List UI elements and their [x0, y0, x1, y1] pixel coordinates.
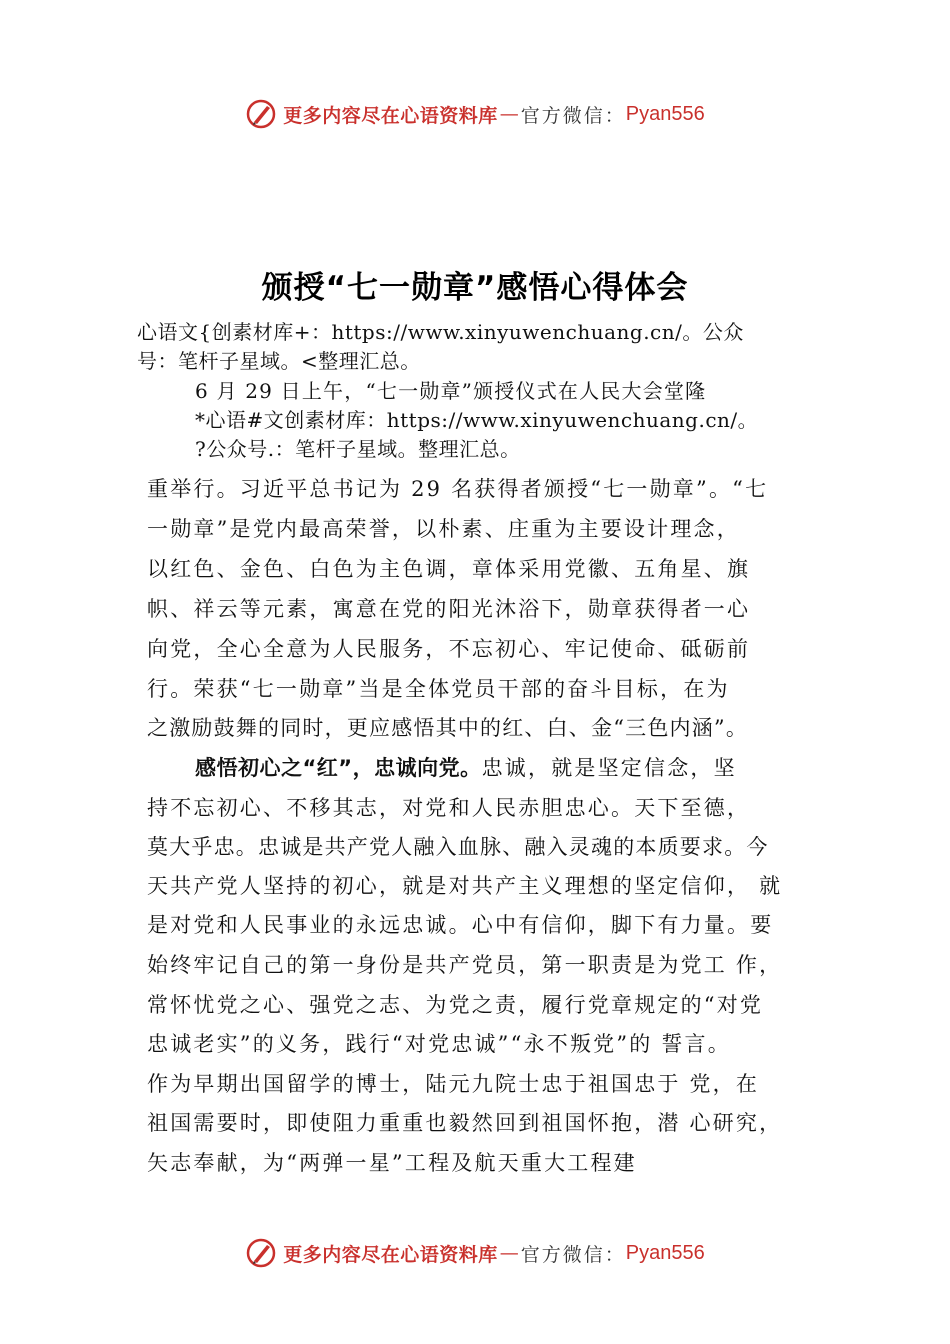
- quill-logo-icon: [245, 98, 277, 130]
- paragraph1-line-2: 一勋章”是党内最高荣誉，以朴素、庄重为主要设计理念，: [147, 517, 740, 541]
- paragraph2-line-2: 持不忘初心、不移其志，对党和人民赤胆忠心。天下至德，: [147, 796, 751, 820]
- meta-line-4: *心语#文创素材库：https://www.xinyuwenchuang.cn/。: [195, 408, 759, 432]
- paragraph2-line-6: 始终牢记自己的第一身份是共产党员，第一职责是为党工 作，: [147, 953, 783, 977]
- paragraph1-line-1: 重举行。习近平总书记为 29 名获得者颁授“七一勋章”。“七: [147, 477, 769, 501]
- paragraph2-line-7: 常怀忧党之心、强党之志、为党之责，履行党章规定的“对党: [147, 993, 764, 1017]
- paragraph1-line-4: 帜、祥云等元素，寓意在党的阳光沐浴下，勋章获得者一心: [147, 597, 751, 621]
- banner-dash: —: [499, 1242, 519, 1264]
- paragraph2-line-9: 作为早期出国留学的博士，陆元九院士忠于祖国忠于 党，在: [147, 1072, 760, 1096]
- paragraph1-line-5: 向党，全心全意为人民服务，不忘初心、牢记使命、砥砺前: [147, 637, 751, 661]
- banner-wechat-id: Pyan556: [625, 102, 705, 125]
- meta-line-3: 6 月 29 日上午，“七一勋章”颁授仪式在人民大会堂隆: [195, 379, 707, 403]
- header-banner: [0, 94, 950, 134]
- meta-line-1: 心语文{创素材库+：https://www.xinyuwenchuang.cn/。公众: [137, 320, 744, 344]
- footer-banner: [0, 1233, 950, 1273]
- paragraph2-line-11: 矢志奉献，为“两弹一星”工程及航天重大工程建: [147, 1151, 637, 1175]
- paragraph1-line-6: 行。荣获“七一勋章”当是全体党员干部的奋斗目标，在为: [147, 677, 730, 701]
- quill-logo-icon: [245, 1237, 277, 1269]
- paragraph2-line-5: 是对党和人民事业的永远忠诚。心中有信仰，脚下有力量。要: [147, 913, 774, 937]
- paragraph2-line-3: 莫大乎忠。忠诚是共产党人融入血脉、融入灵魂的本质要求。今: [147, 835, 769, 859]
- meta-line-5: ?公众号.：笔杆子星域。整理汇总。: [195, 437, 521, 461]
- banner-wechat-id: Pyan556: [625, 1241, 705, 1264]
- banner-text: 更多内容尽在心语资料库: [283, 104, 498, 127]
- banner-wechat-label: 官方微信：: [520, 1243, 626, 1266]
- paragraph2-line-8: 忠诚老实”的义务，践行“对党忠诚”“永不叛党”的 誓言。: [147, 1032, 731, 1056]
- paragraph1-line-7: 之激励鼓舞的同时，更应感悟其中的红、白、金“三色内涵”。: [147, 716, 749, 740]
- banner-wechat-label: 官方微信：: [520, 104, 626, 127]
- paragraph1-line-3: 以红色、金色、白色为主色调，章体采用党徽、五角星、旗: [147, 557, 751, 581]
- document-title: 颁授“七一勋章”感悟心得体会: [261, 270, 689, 306]
- paragraph2-first-rest: 忠诚，就是坚定信念，坚: [481, 756, 737, 780]
- banner-dash: —: [499, 103, 519, 125]
- paragraph2-line-4: 天共产党人坚持的初心，就是对共产主义理想的坚定信仰， 就: [147, 874, 783, 898]
- paragraph2-line-1: [195, 752, 737, 782]
- paragraph2-line-10: 祖国需要时，即使阻力重重也毅然回到祖国怀抱，潜 心研究，: [147, 1111, 783, 1135]
- paragraph2-lead: 感悟初心之“红”，忠诚向党。: [195, 756, 482, 780]
- meta-line-2: 号：笔杆子星域。<整理汇总。: [137, 349, 421, 373]
- banner-text: 更多内容尽在心语资料库: [283, 1243, 498, 1266]
